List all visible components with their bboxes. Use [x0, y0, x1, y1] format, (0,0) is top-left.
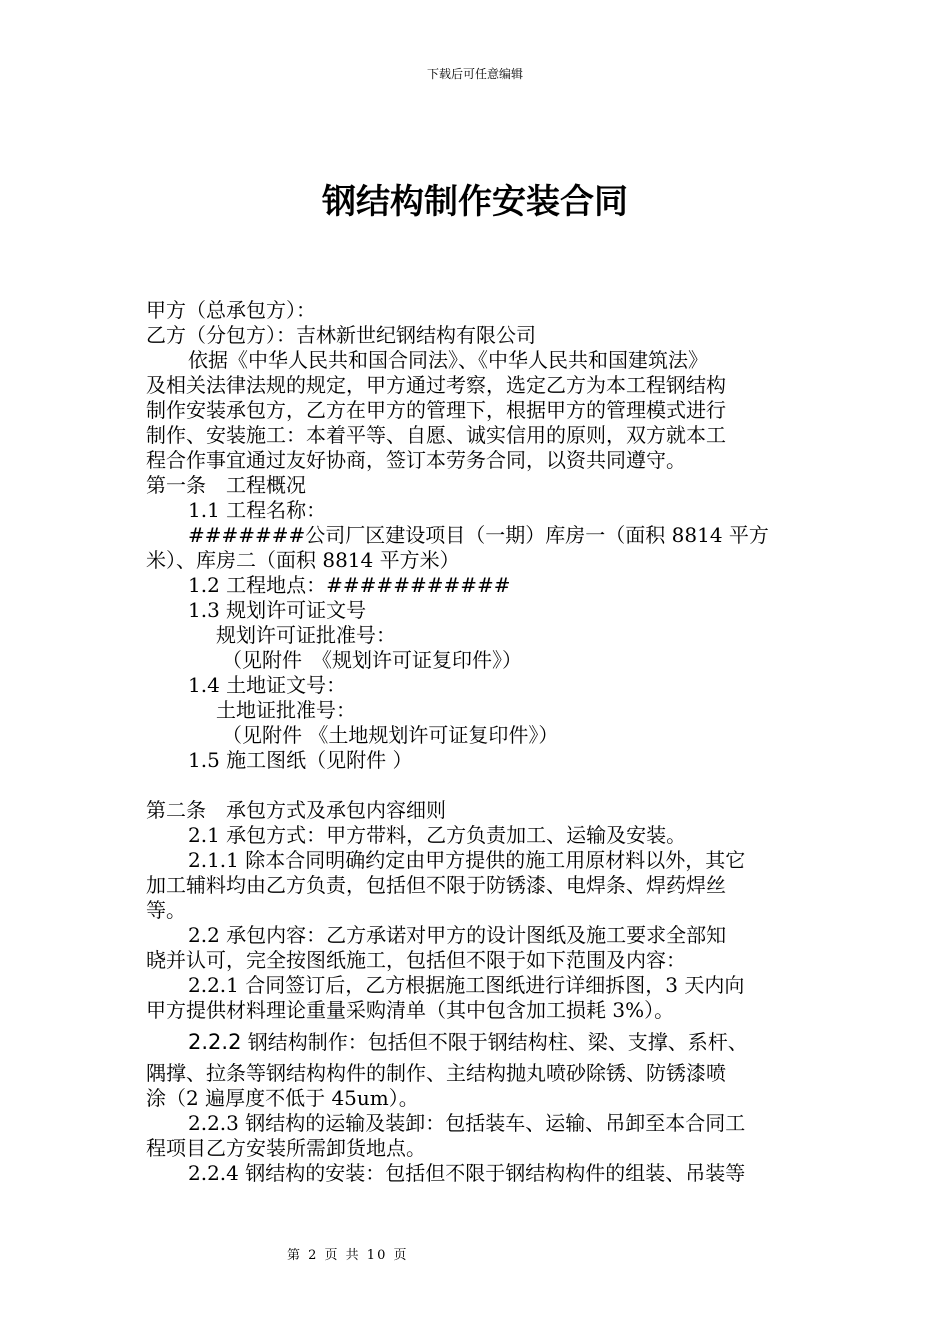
preamble-line: 及相关法律法规的规定，甲方通过考察，选定乙方为本工程钢结构: [146, 373, 726, 397]
clause-line: 隅撑、拉条等钢结构构件的制作、主结构抛丸喷砂除锈、防锈漆喷: [146, 1061, 726, 1085]
clause-line: 1.4 土地证文号：: [188, 673, 347, 697]
paragraph-gap: [146, 773, 814, 798]
document-title: 钢结构制作安装合同: [322, 182, 628, 222]
clause-line: 米）、库房二（面积 8814 平方米）: [146, 548, 460, 572]
clause-line: （见附件 《规划许可证复印件》）: [222, 648, 522, 672]
article-1-heading: 第一条 工程概况: [146, 473, 306, 497]
preamble-line: 依据《中华人民共和国合同法》、《中华人民共和国建筑法》: [188, 348, 708, 372]
clause-line: 2.1 承包方式：甲方带料，乙方负责加工、运输及安装。: [188, 823, 687, 847]
article-2-heading: 第二条 承包方式及承包内容细则: [146, 798, 446, 822]
clause-line: 2.2.1 合同签订后，乙方根据施工图纸进行详细拆图，3 天内向: [188, 973, 745, 997]
clause-line: 规划许可证批准号：: [216, 623, 396, 647]
clause-line: 2.2 承包内容：乙方承诺对甲方的设计图纸及施工要求全部知: [188, 923, 727, 947]
clause-line: 甲方提供材料理论重量采购清单（其中包含加工损耗 3%）。: [146, 998, 675, 1022]
clause-line: 2.1.1 除本合同明确约定由甲方提供的施工用原材料以外，其它: [188, 848, 746, 872]
preamble-line: 制作安装承包方，乙方在甲方的管理下，根据甲方的管理模式进行: [146, 398, 726, 422]
preamble-line: 制作、安装施工：本着平等、自愿、诚实信用的原则，双方就本工: [146, 423, 726, 447]
preamble-line: 程合作事宜通过友好协商，签订本劳务合同，以资共同遵守。: [146, 448, 686, 472]
clause-line: （见附件 《土地规划许可证复印件》）: [222, 723, 559, 747]
clause-text: 钢结构制作：包括但不限于钢结构柱、梁、支撑、系杆、: [241, 1030, 748, 1054]
clause-line: 1.1 工程名称：: [188, 498, 327, 522]
clause-line: 程项目乙方安装所需卸货地点。: [146, 1136, 426, 1160]
page-header-note: 下载后可任意编辑: [426, 67, 523, 81]
clause-line: 土地证批准号：: [216, 698, 356, 722]
clause-line: 晓并认可，完全按图纸施工，包括但不限于如下范围及内容：: [146, 948, 686, 972]
clause-line: 2.2.4 钢结构的安装：包括但不限于钢结构构件的组装、吊装等: [188, 1161, 746, 1185]
party-b-line: 乙方（分包方）：吉林新世纪钢结构有限公司: [146, 323, 536, 347]
clause-number: 2.2.2: [188, 1030, 242, 1054]
clause-line: [146, 1023, 814, 1061]
clause-line: #######公司厂区建设项目（一期）库房一（面积 8814 平方: [188, 523, 769, 547]
page-number-footer: 第 2 页 共 10 页: [287, 1248, 409, 1263]
clause-line: 1.2 工程地点：###########: [188, 573, 511, 597]
contract-body: [146, 298, 814, 1186]
clause-line: 加工辅料均由乙方负责，包括但不限于防锈漆、电焊条、焊药焊丝: [146, 873, 726, 897]
party-a-line: 甲方（总承包方）：: [146, 298, 316, 322]
clause-line: 等。: [146, 898, 186, 922]
clause-line: 涂（2 遍厚度不低于 45um）。: [146, 1086, 419, 1110]
clause-line: 1.5 施工图纸（见附件 ）: [188, 748, 413, 772]
clause-line: 1.3 规划许可证文号: [188, 598, 367, 622]
clause-line: 2.2.3 钢结构的运输及装卸：包括装车、运输、吊卸至本合同工: [188, 1111, 746, 1135]
